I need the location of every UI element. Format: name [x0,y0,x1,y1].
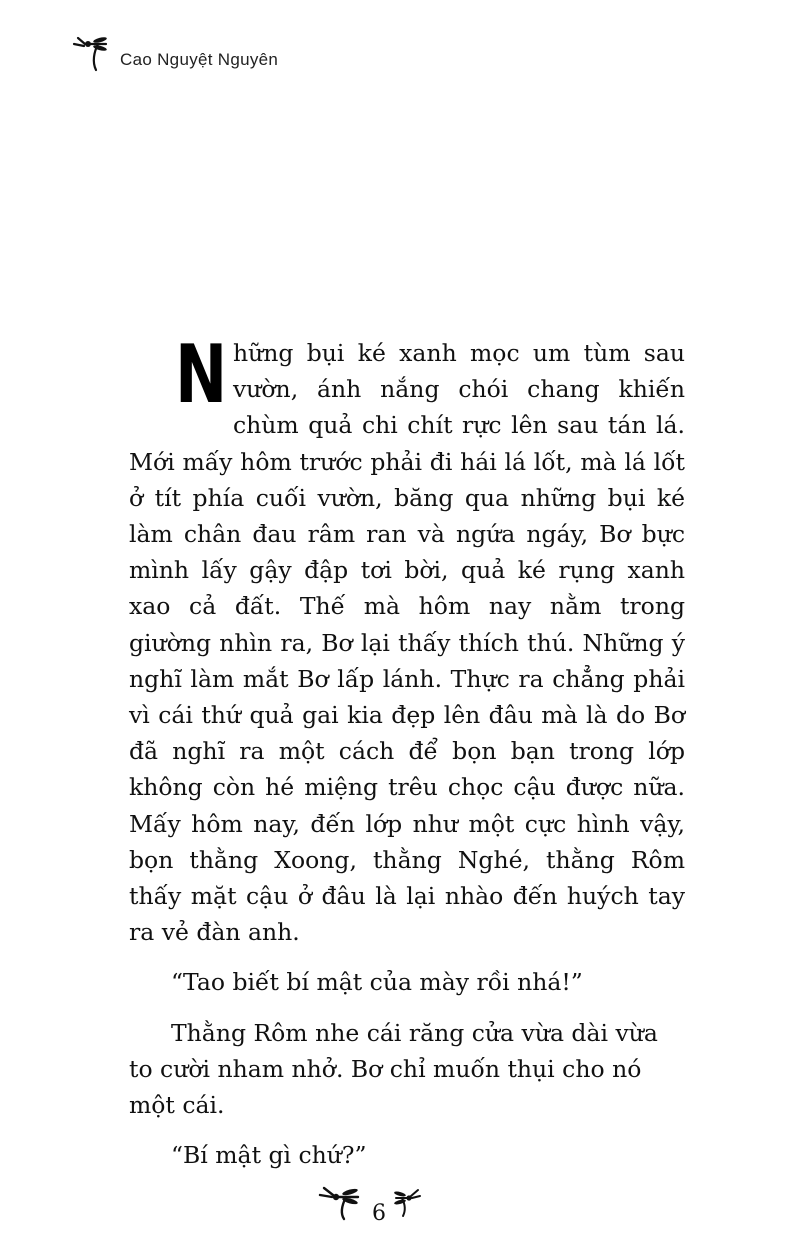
page-footer [318,1180,458,1230]
opening-paragraph [129,328,685,950]
dialogue-paragraph: “Bí mật gì chứ?” [171,1141,367,1170]
paragraph-text: hững bụi ké xanh mọc um tùm sau vườn, ánh nắng chói chang khiến chùm quả chi chít rực lên sau tán lá. Mới mấy hôm trước phải đi hái lá lốt, mà lá lốt ở tít phía cuối vườn, băng qua những bụi ké làm chân đau râm ran và ngứa ngáy, Bơ bực mình lấy gậy đập tơi bời, quả ké rụng xanh xao cả đất. Thế mà hôm nay nằm trong giường nhìn ra, Bơ lại thấy thích thú. Những ý nghĩ làm mắt Bơ lấp lánh. Thực ra chẳng phải vì cái thứ quả gai kia đẹp lên đâu mà là do Bơ đã nghĩ ra một cách để bọn bạn trong lớp không còn hé miệng trêu chọc cậu được nữa. Mấy hôm nay, đến lớp như một cực hình vậy, bọn thằng Xoong, thằng Nghé, thằng Rôm thấy mặt cậu ở đâu là lại nhào đến huých tay ra vẻ đàn anh. [129,339,685,947]
author-name: Cao Nguyệt Nguyên [120,50,279,69]
drop-cap: N [175,328,228,421]
running-header [70,34,278,74]
dragonfly-icon [70,34,116,74]
page-number: 6 [372,1200,386,1226]
dragonfly-icon [318,1185,366,1225]
dragonfly-icon [392,1188,426,1222]
dialogue-paragraph: “Tao biết bí mật của mày rồi nhá!” [171,968,583,997]
paragraph: Thằng Rôm nhe cái răng cửa vừa dài vừa to cười nham nhở. Bơ chỉ muốn thụi cho nó một cái. [129,1018,658,1120]
chapter-text [129,328,685,1187]
